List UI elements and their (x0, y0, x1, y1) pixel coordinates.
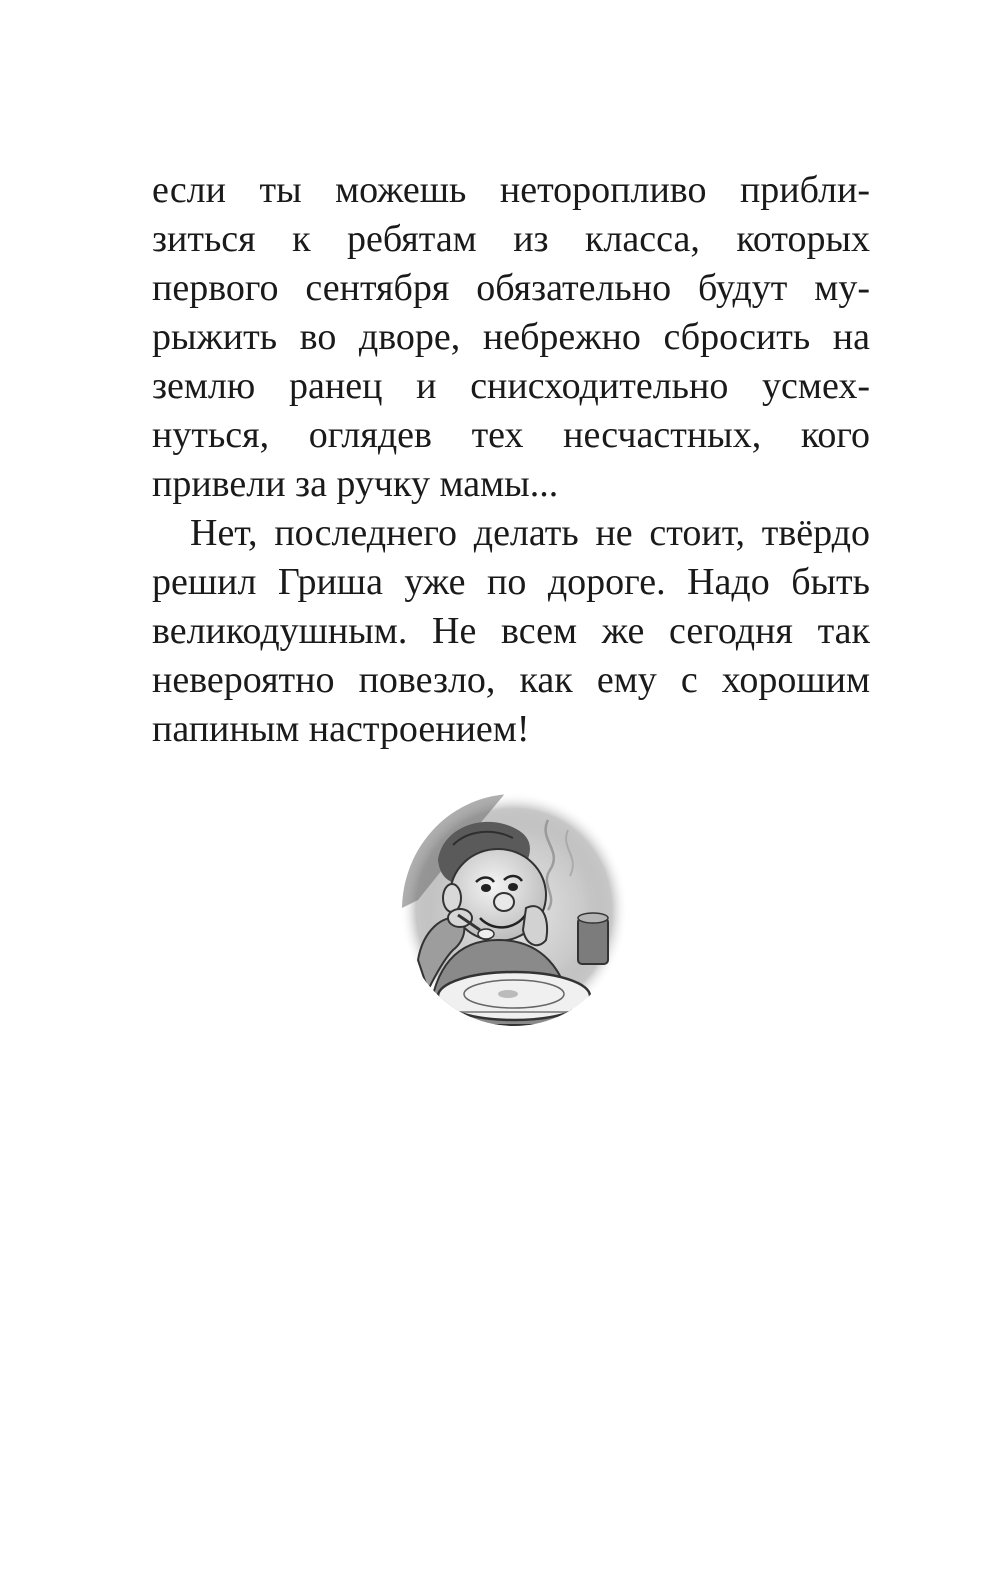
boy-eating-soup-illustration (398, 790, 630, 1030)
text-line: первого сентября обязательно будут му- (152, 267, 870, 309)
text-line: рыжить во дворе, небрежно сбросить на (152, 316, 870, 358)
text-line: нуться, оглядев тех несчастных, кого (152, 414, 870, 456)
text-line: невероятно повезло, как ему с хорошим (152, 659, 870, 701)
paragraph-2 (152, 509, 870, 754)
text-line: землю ранец и снисходительно усмех- (152, 365, 870, 407)
text-line: привели за ручку мамы... (152, 463, 559, 505)
paragraph-1 (152, 166, 870, 509)
text-line: Нет, последнего делать не стоит, твёрдо (190, 512, 870, 554)
text-line: если ты можешь неторопливо прибли- (152, 169, 870, 211)
text-line: решил Гриша уже по дороге. Надо быть (152, 561, 870, 603)
body-text (152, 166, 870, 754)
text-line: папиным настроением! (152, 708, 530, 750)
text-line: зиться к ребятам из класса, которых (152, 218, 870, 260)
text-line: великодушным. Не всем же сегодня так (152, 610, 870, 652)
